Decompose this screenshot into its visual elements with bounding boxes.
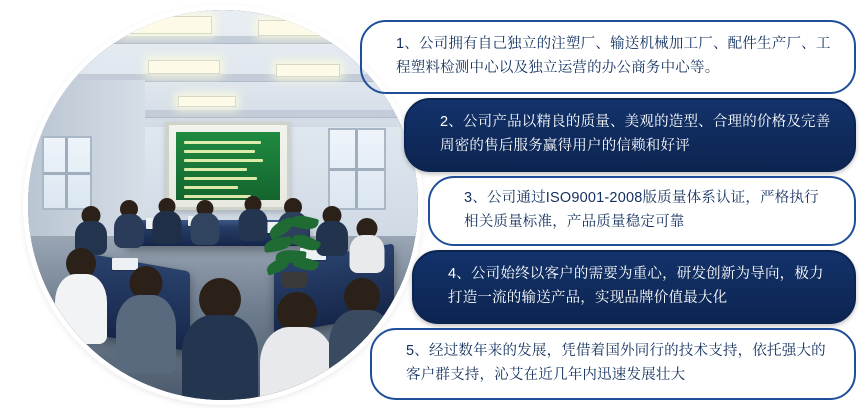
attendee bbox=[58, 248, 104, 340]
callout-item-4[interactable] bbox=[412, 250, 856, 324]
callout-item-3[interactable] bbox=[428, 176, 856, 246]
attendee bbox=[114, 200, 144, 248]
callout-item-5[interactable] bbox=[370, 328, 856, 400]
attendee bbox=[120, 266, 172, 366]
callout-list bbox=[352, 6, 857, 402]
callout-text-1: 1、公司拥有自己独立的注塑厂、输送机械加工厂、配件生产厂、工程塑料检测中心以及独立运营的办公商务中心等。 bbox=[396, 36, 831, 76]
ceiling-light bbox=[124, 16, 212, 34]
callout-item-2[interactable] bbox=[404, 98, 856, 172]
window bbox=[42, 136, 92, 210]
ceiling-light bbox=[148, 60, 220, 74]
ceiling-light bbox=[276, 64, 340, 77]
attendee bbox=[152, 198, 182, 246]
callout-item-1[interactable] bbox=[360, 20, 856, 94]
callout-text-2: 2、公司产品以精良的质量、美观的造型、合理的价格及完善周密的售后服务赢得用户的信赖和好评 bbox=[440, 114, 831, 154]
callout-text-4: 4、公司始终以客户的需要为重心，研发创新为导向，极力打造一流的输送产品，实现品牌价值最大化 bbox=[448, 266, 824, 306]
attendee bbox=[76, 206, 106, 254]
projection-screen-content bbox=[176, 132, 280, 200]
projection-screen bbox=[166, 122, 290, 210]
callout-text-3: 3、公司通过ISO9001-2008版质量体系认证，严格执行相关质量标准，产品质量稳定可靠 bbox=[464, 190, 819, 230]
ceiling-light bbox=[258, 20, 338, 36]
ceiling-light bbox=[178, 96, 236, 107]
attendee bbox=[266, 292, 328, 400]
attendee bbox=[188, 278, 252, 400]
callout-text-5: 5、经过数年来的发展，凭借着国外同行的技术支持，依托强大的客户群支持，沁艾在近几年内迅速发展壮大 bbox=[406, 343, 826, 383]
attendee bbox=[190, 200, 220, 246]
potted-plant bbox=[264, 216, 324, 288]
